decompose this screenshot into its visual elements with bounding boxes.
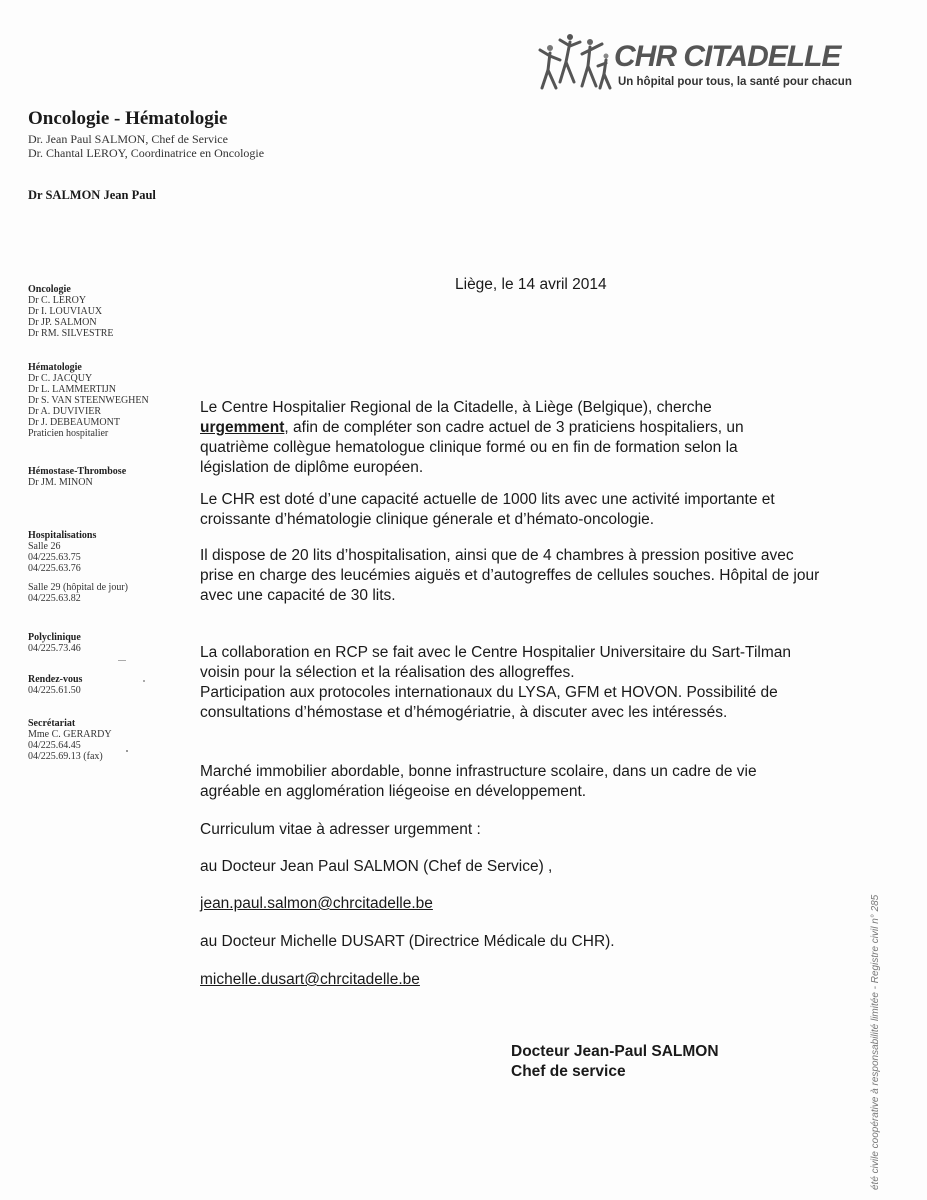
sidebar-line <box>28 574 198 582</box>
emphasis-urgemment: urgemment <box>200 419 285 436</box>
side-legal-text: été civile coopérative à responsabilité limitée - Registre civil n° 285 <box>870 894 881 1190</box>
signature-role: Chef de service <box>511 1063 626 1080</box>
sidebar-group-polyclinique <box>28 632 198 654</box>
sidebar-group-title: Hémostase-Thrombose <box>28 466 127 477</box>
sidebar-line: Dr A. DUVIVIER <box>28 406 102 417</box>
sidebar-line: Dr C. JACQUY <box>28 373 93 384</box>
header-line-coordinator: Dr. Chantal LEROY, Coordinatrice en Oncologie <box>28 146 265 160</box>
housing-text: Marché immobilier abordable, bonne infrastructure scolaire, dans un cadre de vie agréable en agglomération liégeoise en développement. <box>200 763 757 800</box>
sidebar-line: 04/225.69.13 (fax) <box>28 751 103 762</box>
sidebar-group-title: Secrétariat <box>28 718 76 729</box>
sidebar-line: 04/225.73.46 <box>28 643 81 654</box>
sidebar-line: 04/225.61.50 <box>28 685 81 696</box>
sidebar-group-secretariat <box>28 718 198 762</box>
sidebar-line: Dr JP. SALMON <box>28 317 97 328</box>
intro-text-end: , afin de compléter son cadre actuel de 3 praticiens hospitaliers, un quatrième collègue hematologue clinique formé ou en fin de formation selon la législation de diplôme européen. <box>200 419 744 476</box>
intro-text-start: Le Centre Hospitalier Regional de la Citadelle, à Liège (Belgique), cherche <box>200 399 712 416</box>
sidebar-group-oncologie <box>28 284 198 339</box>
paragraph-beds <box>200 546 825 606</box>
sidebar-line: Praticien hospitalier <box>28 428 109 439</box>
paragraph-housing <box>200 762 760 802</box>
sidebar-line: Mme C. GERARDY <box>28 729 112 740</box>
sidebar-line: Dr JM. MINON <box>28 477 93 488</box>
paragraph-capacity <box>200 490 825 530</box>
sidebar-line: 04/225.63.75 <box>28 552 81 563</box>
scan-speck <box>143 680 145 682</box>
sidebar-line: Salle 26 <box>28 541 61 552</box>
sidebar-group-title: Hématologie <box>28 362 82 373</box>
protocols-text: Participation aux protocoles internationaux du LYSA, GFM et HOVON. Possibilité de consultations d’hémostase et d’hémogériatrie, à discuter avec les intéressés. <box>200 684 778 721</box>
recipient-dusart: au Docteur Michelle DUSART (Directrice Médicale du CHR). <box>200 933 615 950</box>
people-figures-icon <box>530 32 614 94</box>
signature-block <box>511 1042 719 1082</box>
scan-speck <box>118 660 126 661</box>
sidebar-line: Salle 29 (hôpital de jour) <box>28 582 128 593</box>
sidebar-group-title: Polyclinique <box>28 632 81 643</box>
logo-brand-text: CHR CITADELLE <box>614 40 841 73</box>
sidebar-group-hospitalisations <box>28 530 198 604</box>
sidebar-line: Dr I. LOUVIAUX <box>28 306 103 317</box>
sidebar-line: 04/225.63.82 <box>28 593 81 604</box>
sidebar-line: Dr C. LEROY <box>28 295 87 306</box>
sidebar-line: Dr L. LAMMERTIJN <box>28 384 117 395</box>
sidebar-line: 04/225.63.76 <box>28 563 81 574</box>
department-title: Oncologie - Hématologie <box>28 108 228 129</box>
sidebar-group-hematologie <box>28 362 198 439</box>
email-dusart-link[interactable]: michelle.dusart@chrcitadelle.be <box>200 971 420 988</box>
cv-instruction: Curriculum vitae à adresser urgemment : <box>200 821 481 838</box>
chr-citadelle-logo <box>530 32 860 94</box>
sidebar-line: 04/225.64.45 <box>28 740 81 751</box>
sidebar-group-title: Rendez-vous <box>28 674 83 685</box>
paragraph-intro <box>200 398 790 478</box>
sidebar-group-rendez-vous <box>28 674 198 696</box>
sidebar-line: Dr RM. SILVESTRE <box>28 328 114 339</box>
logo-tagline: Un hôpital pour tous, la santé pour chacun <box>618 76 852 88</box>
scan-speck <box>126 750 128 752</box>
sidebar-group-title: Oncologie <box>28 284 71 295</box>
header-line-chief: Dr. Jean Paul SALMON, Chef de Service <box>28 132 228 146</box>
sidebar-group-hemostase <box>28 466 198 488</box>
addressee: Dr SALMON Jean Paul <box>28 188 156 202</box>
paragraph-collaboration <box>200 643 825 723</box>
capacity-text: Le CHR est doté d’une capacité actuelle de 1000 lits avec une activité importante et croissante d’hématologie clinique génerale et d’hémato-oncologie. <box>200 491 775 528</box>
collaboration-text: La collaboration en RCP se fait avec le Centre Hospitalier Universitaire du Sart-Tilman voisin pour la sélection et la réalisation des allogreffes. <box>200 644 791 681</box>
letter-date: Liège, le 14 avril 2014 <box>455 276 607 293</box>
sidebar-line: Dr S. VAN STEENWEGHEN <box>28 395 149 406</box>
email-salmon-link[interactable]: jean.paul.salmon@chrcitadelle.be <box>200 895 433 912</box>
recipient-salmon: au Docteur Jean Paul SALMON (Chef de Service) , <box>200 858 553 875</box>
sidebar-line: Dr J. DEBEAUMONT <box>28 417 120 428</box>
sidebar-group-title: Hospitalisations <box>28 530 97 541</box>
beds-text: Il dispose de 20 lits d’hospitalisation, ainsi que de 4 chambres à pression positive avec prise en charge des leucémies aiguës et d’autogreffes de cellules souches. Hôpital de jour avec une capacité de 30 lits. <box>200 547 820 604</box>
signature-name: Docteur Jean-Paul SALMON <box>511 1043 719 1060</box>
